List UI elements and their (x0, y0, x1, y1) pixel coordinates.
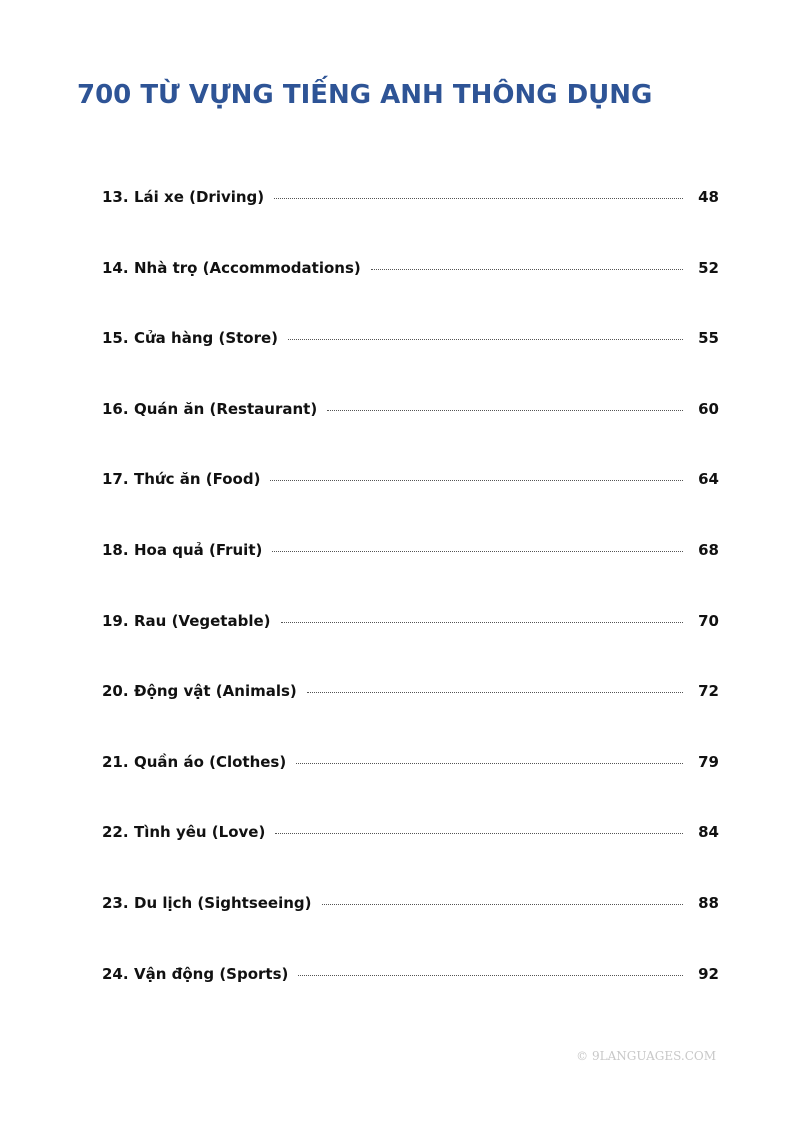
toc-entry[interactable] (102, 894, 719, 965)
dot-leader (281, 622, 683, 623)
toc-entry-number: 23. (102, 893, 129, 912)
toc-entry-page: 64 (698, 470, 719, 489)
dot-leader (296, 763, 683, 764)
toc-entry[interactable] (102, 612, 719, 683)
toc-entry-label: Vận động (Sports) (134, 964, 289, 983)
toc-entry-number: 14. (102, 258, 129, 277)
toc-entry-number: 21. (102, 752, 129, 771)
toc-entry-page: 52 (698, 258, 719, 277)
toc-entry[interactable] (102, 682, 719, 753)
table-of-contents (102, 188, 719, 1035)
toc-entry-page: 79 (698, 752, 719, 771)
toc-entry-label: Lái xe (Driving) (134, 188, 265, 206)
toc-entry-label: Rau (Vegetable) (134, 611, 271, 630)
dot-leader (274, 198, 683, 199)
dot-leader (307, 692, 683, 693)
toc-entry-label: Động vật (Animals) (134, 682, 297, 701)
toc-entry-page: 84 (698, 823, 719, 842)
dot-leader (272, 551, 683, 552)
toc-entry-number: 17. (102, 470, 129, 489)
toc-entry-number: 15. (102, 329, 129, 348)
dot-leader (327, 410, 683, 411)
toc-entry-label: Cửa hàng (Store) (134, 329, 279, 348)
page-title: 700 TỪ VỰNG TIẾNG ANH THÔNG DỤNG (77, 80, 653, 110)
toc-entry-page: 48 (698, 188, 719, 206)
toc-entry[interactable] (102, 188, 719, 259)
toc-entry[interactable] (102, 400, 719, 471)
toc-entry[interactable] (102, 541, 719, 612)
toc-entry-label: Quần áo (Clothes) (134, 752, 287, 771)
toc-entry-page: 68 (698, 540, 719, 559)
dot-leader (275, 833, 683, 834)
toc-entry-label: Thức ăn (Food) (134, 470, 261, 489)
toc-entry-label: Tình yêu (Love) (134, 823, 266, 842)
toc-entry-number: 24. (102, 964, 129, 983)
toc-entry-number: 22. (102, 823, 129, 842)
dot-leader (298, 975, 683, 976)
toc-entry-page: 60 (698, 399, 719, 418)
toc-entry-page: 88 (698, 893, 719, 912)
toc-entry[interactable] (102, 753, 719, 824)
dot-leader (322, 904, 683, 905)
dot-leader (371, 269, 683, 270)
dot-leader (288, 339, 683, 340)
dot-leader (270, 480, 683, 481)
toc-entry[interactable] (102, 965, 719, 1036)
toc-entry-page: 92 (698, 964, 719, 983)
toc-entry-label: Hoa quả (Fruit) (134, 540, 263, 559)
toc-entry-number: 13. (102, 188, 129, 206)
toc-entry-page: 55 (698, 329, 719, 348)
toc-entry[interactable] (102, 823, 719, 894)
copyright-watermark: © 9LANGUAGES.COM (576, 1049, 716, 1063)
toc-entry-page: 70 (698, 611, 719, 630)
toc-entry-number: 20. (102, 682, 129, 701)
toc-entry-label: Nhà trọ (Accommodations) (134, 258, 361, 277)
toc-entry[interactable] (102, 470, 719, 541)
toc-entry-number: 16. (102, 399, 129, 418)
toc-entry-number: 18. (102, 540, 129, 559)
toc-entry[interactable] (102, 329, 719, 400)
toc-entry-label: Quán ăn (Restaurant) (134, 399, 318, 418)
toc-entry-label: Du lịch (Sightseeing) (134, 893, 312, 912)
toc-entry[interactable] (102, 259, 719, 330)
toc-entry-page: 72 (698, 682, 719, 701)
toc-entry-number: 19. (102, 611, 129, 630)
